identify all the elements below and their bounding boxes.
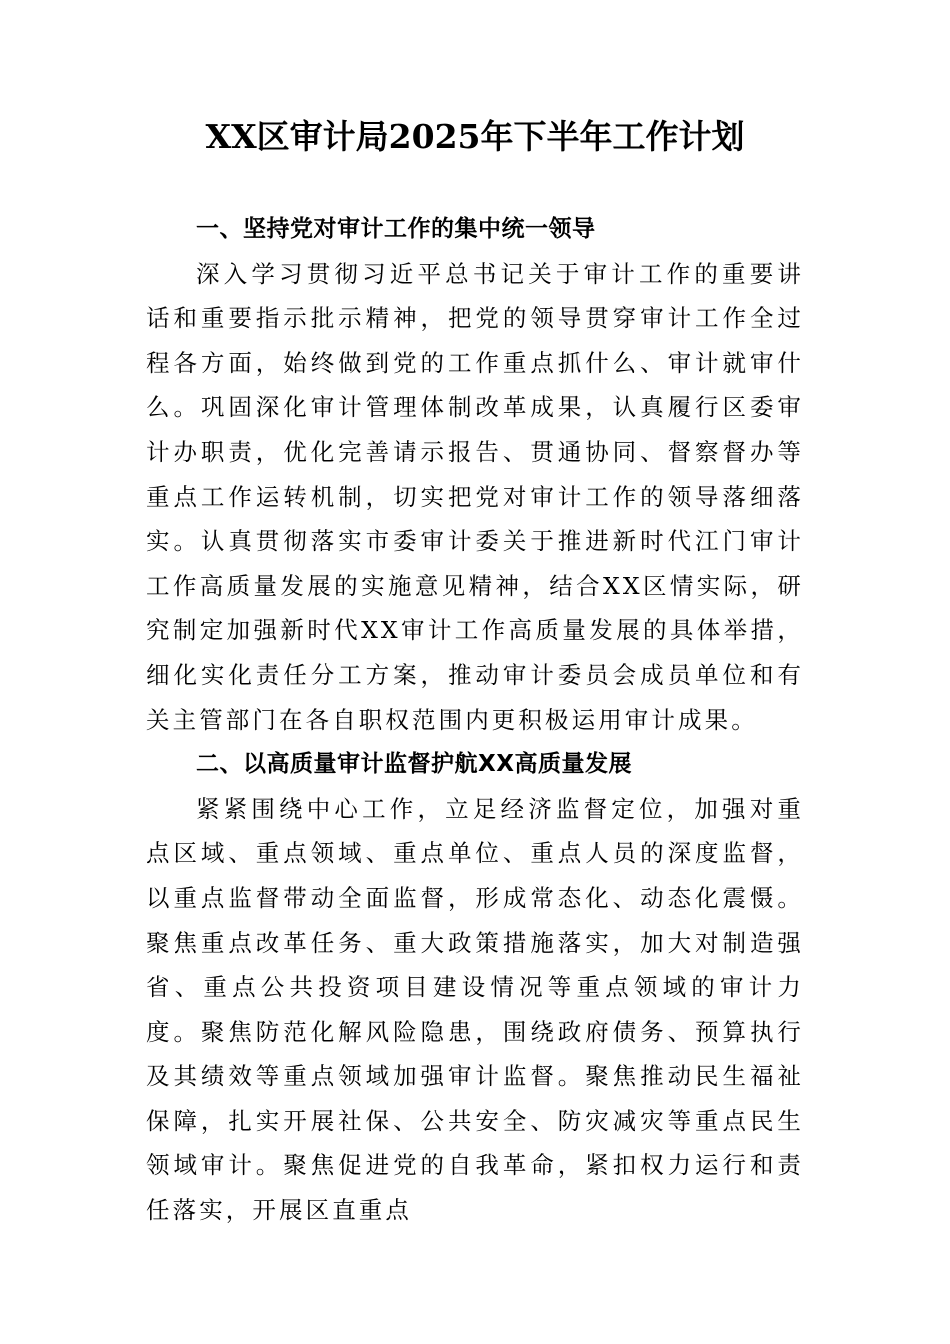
section-paragraph: 深入学习贯彻习近平总书记关于审计工作的重要讲话和重要指示批示精神，把党的领导贯穿审计工作全过程各方面，始终做到党的工作重点抓什么、审计就审什么。巩固深化审计管理体制改革成果，认真履行区委审计办职责，优化完善请示报告、贯通协同、督察督办等重点工作运转机制，切实把党对审计工作的领导落细落实。认真贯彻落实市委审计委关于推进新时代江门审计工作高质量发展的实施意见精神，结合XX区情实际，研究制定加强新时代XX审计工作高质量发展的具体举措，细化实化责任分工方案，推动审计委员会成员单位和有关主管部门在各自职权范围内更积极运用审计成果。	[146, 259, 804, 734]
document-title: XX区审计局2025年下半年工作计划	[205, 117, 745, 156]
section-2	[146, 742, 804, 1233]
section-heading: 一、坚持党对审计工作的集中统一领导	[196, 216, 596, 242]
section-heading: 二、以高质量审计监督护航XX高质量发展	[196, 751, 632, 778]
section-1	[146, 207, 804, 742]
document-body	[146, 207, 804, 1233]
section-paragraph: 紧紧围绕中心工作，立足经济监督定位，加强对重点区域、重点领域、重点单位、重点人员的深度监督，以重点监督带动全面监督，形成常态化、动态化震慑。聚焦重点改革任务、重大政策措施落实，加大对制造强省、重点公共投资项目建设情况等重点领域的审计力度。聚焦防范化解风险隐患，围绕政府债务、预算执行及其绩效等重点领域加强审计监督。聚焦推动民生福祉保障，扎实开展社保、公共安全、防灾减灾等重点民生领域审计。聚焦促进党的自我革命，紧扣权力运行和责任落实，开展区直重点	[146, 794, 804, 1225]
